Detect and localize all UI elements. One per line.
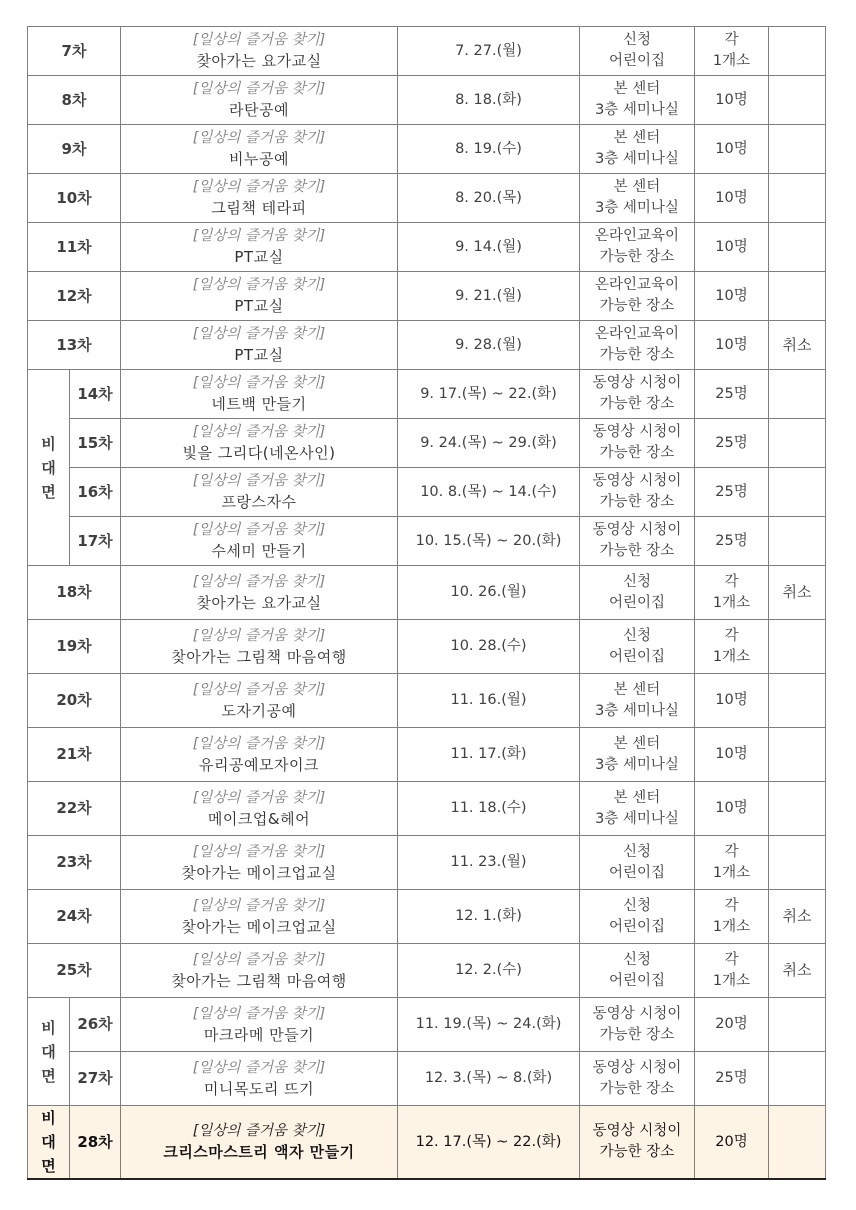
- round-cell: 26차: [70, 998, 121, 1052]
- program-name: 도자기공예: [221, 701, 297, 720]
- program-name: 유리공예모자이크: [199, 755, 319, 774]
- program-cell: [121, 890, 398, 944]
- program-subtitle: [일상의 즐거움 찾기]: [192, 277, 326, 293]
- capacity-line: 각: [724, 32, 739, 48]
- program-cell: [121, 566, 398, 620]
- capacity-line: 1개소: [712, 53, 751, 69]
- table-row: [28, 321, 826, 370]
- table-row: [28, 272, 826, 321]
- round-cell: 13차: [28, 321, 121, 370]
- program-subtitle: [일상의 즐거움 찾기]: [192, 681, 326, 698]
- program-cell: [121, 419, 398, 468]
- place-line: 본 센터: [613, 681, 661, 698]
- place-line: 신청: [622, 573, 651, 590]
- place-line: 동영상 시청이: [592, 1123, 682, 1139]
- program-name: 빛을 그리다(네온사인): [182, 444, 336, 462]
- capacity-cell: [695, 174, 769, 223]
- program-name: 그림책 테라피: [211, 199, 307, 217]
- round-cell: 8차: [28, 76, 121, 125]
- program-subtitle: [일상의 즐거움 찾기]: [192, 32, 326, 48]
- round-cell: 16차: [70, 468, 121, 517]
- place-cell: [580, 782, 695, 836]
- capacity-line: 10명: [715, 238, 748, 255]
- group-char: 대: [41, 458, 56, 477]
- place-line: 본 센터: [613, 789, 661, 806]
- capacity-cell: [695, 125, 769, 174]
- place-cell: [580, 517, 695, 566]
- program-subtitle: [일상의 즐거움 찾기]: [192, 81, 326, 97]
- place-cell: [580, 836, 695, 890]
- place-line: 가능한 장소: [599, 494, 675, 510]
- date-cell: 8. 19.(수): [398, 125, 580, 174]
- group-char: 비: [41, 434, 56, 453]
- program-name: 네트백 만들기: [211, 395, 307, 413]
- place-line: 동영상 시청이: [592, 424, 682, 440]
- program-cell: [121, 174, 398, 223]
- place-line: 본 센터: [613, 81, 661, 97]
- note-cell: 취소: [769, 321, 826, 370]
- program-name: 라탄공예: [229, 101, 289, 119]
- note-cell: [769, 674, 826, 728]
- note-cell: [769, 728, 826, 782]
- program-subtitle: [일상의 즐거움 찾기]: [192, 473, 326, 489]
- table-row: [28, 782, 826, 836]
- program-cell: [121, 272, 398, 321]
- round-cell: 9차: [28, 125, 121, 174]
- capacity-cell: [695, 223, 769, 272]
- round-cell: 15차: [70, 419, 121, 468]
- group-char: 비: [41, 1109, 56, 1127]
- capacity-cell: [695, 76, 769, 125]
- capacity-cell: [695, 944, 769, 998]
- date-cell: 9. 14.(월): [398, 223, 580, 272]
- place-line: 어린이집: [608, 918, 666, 935]
- table-row: [28, 890, 826, 944]
- capacity-line: 10명: [715, 746, 748, 762]
- round-cell: 28차: [70, 1106, 121, 1180]
- note-cell: [769, 419, 826, 468]
- program-cell: [121, 125, 398, 174]
- place-line: 3층 세미나실: [595, 810, 679, 827]
- capacity-cell: [695, 566, 769, 620]
- place-line: 3층 세미나실: [595, 702, 679, 719]
- capacity-line: 각: [724, 897, 739, 914]
- capacity-line: 각: [724, 573, 739, 590]
- table-row: [28, 27, 826, 76]
- capacity-cell: [695, 1106, 769, 1180]
- program-cell: [121, 998, 398, 1052]
- capacity-cell: [695, 321, 769, 370]
- capacity-line: 10명: [715, 91, 748, 108]
- place-line: 신청: [622, 627, 651, 644]
- program-cell: [121, 782, 398, 836]
- table-row: [28, 419, 826, 468]
- place-cell: [580, 620, 695, 674]
- capacity-line: 25명: [715, 483, 748, 500]
- table-row: [28, 223, 826, 272]
- round-cell: 17차: [70, 517, 121, 566]
- program-name: 비누공예: [229, 150, 289, 168]
- date-cell: 8. 18.(화): [398, 76, 580, 125]
- place-line: 3층 세미나실: [595, 200, 679, 216]
- program-name: 크리스마스트리 액자 만들기: [163, 1143, 355, 1161]
- program-subtitle: [일상의 즐거움 찾기]: [192, 326, 326, 342]
- table-row: [28, 125, 826, 174]
- place-cell: [580, 728, 695, 782]
- program-name: 찾아가는 메이크업교실: [181, 917, 337, 936]
- program-name: 찾아가는 메이크업교실: [181, 863, 337, 882]
- round-cell: 14차: [70, 370, 121, 419]
- note-cell: [769, 517, 826, 566]
- place-cell: [580, 223, 695, 272]
- group-char: 대: [41, 1042, 56, 1061]
- program-schedule-table: [27, 26, 826, 1180]
- note-cell: [769, 174, 826, 223]
- program-name: 메이크업&헤어: [207, 809, 311, 828]
- program-cell: [121, 728, 398, 782]
- program-cell: [121, 370, 398, 419]
- date-cell: 11. 19.(목) ~ 24.(화): [398, 998, 580, 1052]
- note-cell: [769, 468, 826, 517]
- place-cell: [580, 272, 695, 321]
- capacity-line: 10명: [715, 336, 748, 353]
- date-cell: 9. 21.(월): [398, 272, 580, 321]
- program-cell: [121, 620, 398, 674]
- program-cell: [121, 674, 398, 728]
- round-cell: 24차: [28, 890, 121, 944]
- place-line: 가능한 장소: [599, 396, 675, 412]
- place-cell: [580, 566, 695, 620]
- place-line: 온라인교육이: [594, 277, 680, 293]
- date-cell: 7. 27.(월): [398, 27, 580, 76]
- place-cell: [580, 125, 695, 174]
- capacity-cell: [695, 419, 769, 468]
- round-cell: 27차: [70, 1052, 121, 1106]
- place-line: 본 센터: [613, 179, 661, 195]
- place-line: 동영상 시청이: [592, 473, 682, 489]
- place-line: 어린이집: [608, 53, 666, 69]
- place-line: 온라인교육이: [594, 228, 680, 244]
- round-cell: 7차: [28, 27, 121, 76]
- program-subtitle: [일상의 즐거움 찾기]: [192, 951, 326, 968]
- place-line: 어린이집: [608, 594, 666, 611]
- table-row: [28, 566, 826, 620]
- program-name: PT교실: [234, 346, 284, 364]
- date-cell: 11. 17.(화): [398, 728, 580, 782]
- place-line: 가능한 장소: [599, 249, 675, 265]
- round-cell: 12차: [28, 272, 121, 321]
- capacity-line: 20명: [715, 1133, 748, 1150]
- place-line: 본 센터: [613, 130, 661, 146]
- program-name: 찾아가는 요가교실: [196, 52, 322, 70]
- program-name: 찾아가는 그림책 마음여행: [171, 971, 347, 990]
- place-line: 동영상 시청이: [592, 1005, 682, 1022]
- capacity-line: 각: [724, 627, 739, 644]
- place-line: 신청: [622, 951, 651, 968]
- round-cell: 10차: [28, 174, 121, 223]
- capacity-line: 10명: [715, 140, 748, 157]
- highlighted-table-row: [28, 1106, 826, 1180]
- capacity-line: 1개소: [712, 864, 751, 881]
- program-name: PT교실: [234, 248, 284, 266]
- place-line: 가능한 장소: [599, 1144, 675, 1160]
- program-name: 마크라메 만들기: [203, 1025, 315, 1044]
- non-face-to-face-group-cell: [28, 370, 70, 566]
- note-cell: [769, 223, 826, 272]
- place-line: 동영상 시청이: [592, 375, 682, 391]
- program-subtitle: [일상의 즐거움 찾기]: [192, 1005, 326, 1022]
- place-line: 신청: [622, 843, 651, 860]
- date-cell: 12. 2.(수): [398, 944, 580, 998]
- program-cell: [121, 1106, 398, 1180]
- date-cell: 10. 28.(수): [398, 620, 580, 674]
- place-line: 가능한 장소: [599, 298, 675, 314]
- round-cell: 20차: [28, 674, 121, 728]
- capacity-cell: [695, 620, 769, 674]
- capacity-cell: [695, 836, 769, 890]
- capacity-line: 10명: [715, 800, 748, 816]
- place-line: 본 센터: [613, 735, 661, 752]
- table-row: [28, 728, 826, 782]
- program-cell: [121, 944, 398, 998]
- program-subtitle: [일상의 즐거움 찾기]: [192, 375, 326, 391]
- program-name: PT교실: [234, 297, 284, 315]
- place-line: 동영상 시청이: [592, 522, 682, 538]
- date-cell: 11. 16.(월): [398, 674, 580, 728]
- capacity-line: 25명: [715, 385, 748, 402]
- program-subtitle: [일상의 즐거움 찾기]: [192, 1059, 326, 1076]
- note-cell: [769, 836, 826, 890]
- place-cell: [580, 468, 695, 517]
- round-cell: 19차: [28, 620, 121, 674]
- capacity-cell: [695, 370, 769, 419]
- round-cell: 22차: [28, 782, 121, 836]
- table-row: [28, 517, 826, 566]
- program-subtitle: [일상의 즐거움 찾기]: [192, 228, 326, 244]
- program-subtitle: [일상의 즐거움 찾기]: [192, 130, 326, 146]
- group-char: 비: [41, 1018, 56, 1037]
- note-cell: [769, 272, 826, 321]
- program-subtitle: [일상의 즐거움 찾기]: [192, 573, 326, 590]
- capacity-line: 각: [724, 843, 739, 860]
- place-cell: [580, 1106, 695, 1180]
- date-cell: 9. 28.(월): [398, 321, 580, 370]
- program-subtitle: [일상의 즐거움 찾기]: [192, 735, 326, 752]
- capacity-cell: [695, 782, 769, 836]
- program-name: 미니목도리 뜨기: [203, 1079, 315, 1098]
- place-cell: [580, 419, 695, 468]
- note-cell: [769, 1052, 826, 1106]
- place-line: 동영상 시청이: [592, 1059, 682, 1076]
- place-line: 신청: [622, 32, 651, 48]
- table-row: [28, 998, 826, 1052]
- place-line: 가능한 장소: [599, 347, 675, 363]
- program-cell: [121, 1052, 398, 1106]
- table-row: [28, 944, 826, 998]
- capacity-line: 10명: [715, 287, 748, 304]
- program-cell: [121, 517, 398, 566]
- program-subtitle: [일상의 즐거움 찾기]: [192, 179, 326, 195]
- date-cell: 11. 23.(월): [398, 836, 580, 890]
- capacity-line: 1개소: [712, 918, 751, 935]
- program-cell: [121, 223, 398, 272]
- table-row: [28, 174, 826, 223]
- note-cell: [769, 370, 826, 419]
- note-cell: [769, 620, 826, 674]
- capacity-line: 10명: [715, 692, 748, 708]
- place-line: 신청: [622, 897, 651, 914]
- capacity-line: 1개소: [712, 648, 751, 665]
- place-line: 어린이집: [608, 648, 666, 665]
- place-line: 가능한 장소: [599, 1026, 675, 1043]
- capacity-cell: [695, 27, 769, 76]
- capacity-cell: [695, 272, 769, 321]
- program-subtitle: [일상의 즐거움 찾기]: [192, 424, 326, 440]
- place-line: 3층 세미나실: [595, 151, 679, 167]
- note-cell: [769, 998, 826, 1052]
- place-line: 가능한 장소: [599, 445, 675, 461]
- program-name: 프랑스자수: [221, 493, 297, 511]
- capacity-line: 10명: [715, 189, 748, 206]
- capacity-line: 각: [724, 951, 739, 968]
- capacity-line: 25명: [715, 1070, 748, 1086]
- table-row: [28, 76, 826, 125]
- date-cell: 10. 15.(목) ~ 20.(화): [398, 517, 580, 566]
- note-cell: [769, 27, 826, 76]
- program-subtitle: [일상의 즐거움 찾기]: [192, 843, 326, 860]
- place-cell: [580, 674, 695, 728]
- program-subtitle: [일상의 즐거움 찾기]: [192, 522, 326, 538]
- program-cell: [121, 76, 398, 125]
- place-cell: [580, 76, 695, 125]
- note-cell: [769, 76, 826, 125]
- program-cell: [121, 27, 398, 76]
- place-cell: [580, 1052, 695, 1106]
- place-line: 가능한 장소: [599, 1080, 675, 1097]
- program-name: 찾아가는 요가교실: [196, 593, 322, 612]
- table-row: [28, 370, 826, 419]
- place-line: 가능한 장소: [599, 543, 675, 559]
- capacity-cell: [695, 517, 769, 566]
- table-row: [28, 674, 826, 728]
- place-cell: [580, 174, 695, 223]
- date-cell: 10. 8.(목) ~ 14.(수): [398, 468, 580, 517]
- date-cell: 12. 17.(목) ~ 22.(화): [398, 1106, 580, 1180]
- note-cell: [769, 1106, 826, 1180]
- group-char: 대: [41, 1133, 56, 1151]
- round-cell: 23차: [28, 836, 121, 890]
- program-subtitle: [일상의 즐거움 찾기]: [192, 789, 326, 806]
- place-line: 온라인교육이: [594, 326, 680, 342]
- note-cell: [769, 782, 826, 836]
- capacity-line: 25명: [715, 532, 748, 549]
- place-cell: [580, 370, 695, 419]
- date-cell: 12. 1.(화): [398, 890, 580, 944]
- non-face-to-face-group-cell: [28, 1106, 70, 1180]
- table-row: [28, 1052, 826, 1106]
- round-cell: 21차: [28, 728, 121, 782]
- program-cell: [121, 321, 398, 370]
- capacity-line: 25명: [715, 434, 748, 451]
- round-cell: 11차: [28, 223, 121, 272]
- program-subtitle: [일상의 즐거움 찾기]: [192, 897, 326, 914]
- capacity-cell: [695, 728, 769, 782]
- capacity-line: 1개소: [712, 972, 751, 989]
- place-line: 어린이집: [608, 864, 666, 881]
- group-char: 면: [41, 1157, 56, 1175]
- group-char: 면: [41, 1066, 56, 1085]
- capacity-cell: [695, 674, 769, 728]
- date-cell: 9. 24.(목) ~ 29.(화): [398, 419, 580, 468]
- date-cell: 9. 17.(목) ~ 22.(화): [398, 370, 580, 419]
- capacity-cell: [695, 998, 769, 1052]
- table-row: [28, 836, 826, 890]
- note-cell: [769, 125, 826, 174]
- capacity-cell: [695, 1052, 769, 1106]
- table-row: [28, 620, 826, 674]
- place-line: 어린이집: [608, 972, 666, 989]
- place-cell: [580, 321, 695, 370]
- place-cell: [580, 998, 695, 1052]
- non-face-to-face-group-cell: [28, 998, 70, 1106]
- capacity-cell: [695, 890, 769, 944]
- note-cell: 취소: [769, 566, 826, 620]
- place-line: 3층 세미나실: [595, 102, 679, 118]
- table-row: [28, 468, 826, 517]
- place-line: 3층 세미나실: [595, 756, 679, 773]
- place-cell: [580, 27, 695, 76]
- round-cell: 25차: [28, 944, 121, 998]
- date-cell: 8. 20.(목): [398, 174, 580, 223]
- date-cell: 10. 26.(월): [398, 566, 580, 620]
- place-cell: [580, 944, 695, 998]
- round-cell: 18차: [28, 566, 121, 620]
- capacity-line: 20명: [715, 1016, 748, 1032]
- program-subtitle: [일상의 즐거움 찾기]: [192, 627, 326, 644]
- capacity-cell: [695, 468, 769, 517]
- date-cell: 11. 18.(수): [398, 782, 580, 836]
- program-cell: [121, 836, 398, 890]
- program-subtitle: [일상의 즐거움 찾기]: [192, 1123, 326, 1139]
- place-cell: [580, 890, 695, 944]
- program-name: 찾아가는 그림책 마음여행: [171, 647, 347, 666]
- capacity-line: 1개소: [712, 594, 751, 611]
- note-cell: 취소: [769, 944, 826, 998]
- date-cell: 12. 3.(목) ~ 8.(화): [398, 1052, 580, 1106]
- note-cell: 취소: [769, 890, 826, 944]
- program-name: 수세미 만들기: [211, 542, 307, 560]
- program-cell: [121, 468, 398, 517]
- group-char: 면: [41, 482, 56, 501]
